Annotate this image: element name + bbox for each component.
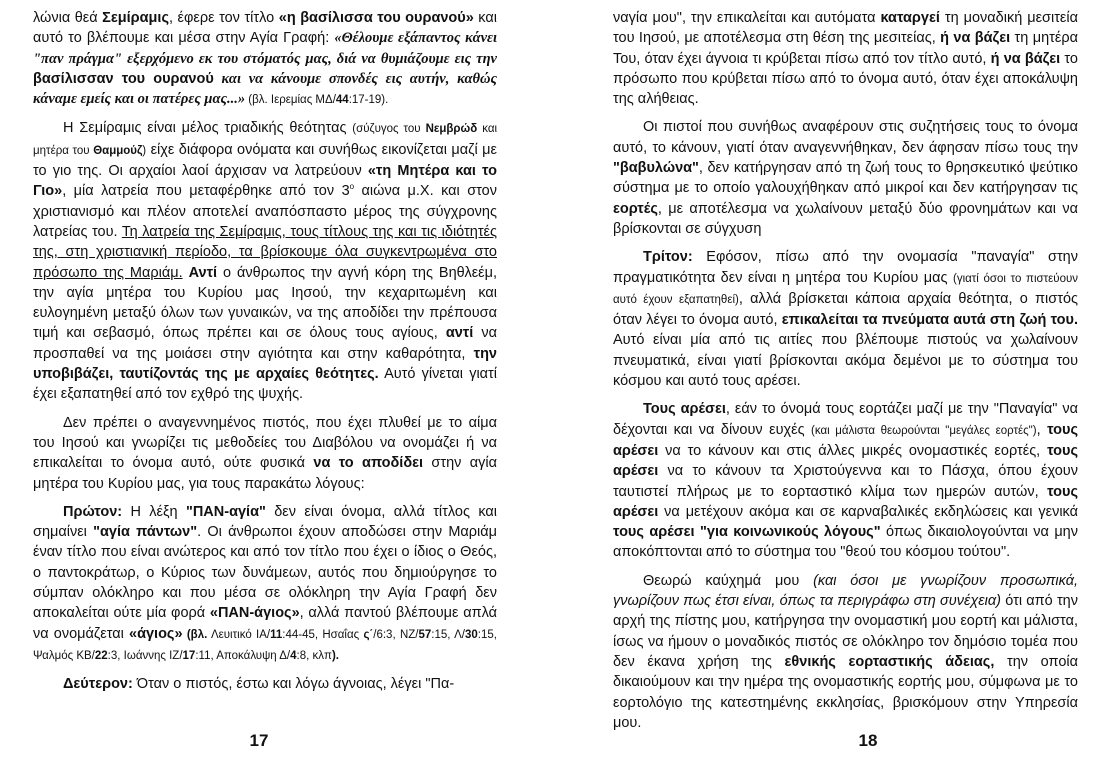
underlined-statement: Τη λατρεία της Σεμίραμις, τους τίτλους της και τις ιδιότητές της, στη χριστιανική περίοδο, τα βρίσκουμε όλα συγκεντρωμένα στο πρόσωπο της Μαριάμ. <box>33 223 497 281</box>
paragraph-they-like: Τους αρέσει, εάν το όνομά τους εορτάζει μαζί με την "Παναγία" να δέχονται και να δίνουν ευχές (και μάλιστα θεωρούνται "μεγάλες εορτές"), τους αρέσει να το κάνουν και στις άλλες μικρές ονομαστικές εορτές, τους αρέσει να το κάνουν τα Χριστούγεννα και το Πάσχα, όπου έχουν ταυτιστεί πλήρως με το εορταστικό κλίμα των ημερών αυτών, τους αρέσει να μετέχουν ακόμα και σε καρναβαλικές εκδηλώσεις και γενικά τους αρέσει "για κοινωνικούς λόγους" όπως δικαιολογούνται να μην αποκόπτονται από το σύστημα του "θεού του κόσμου τούτου". <box>613 401 1079 561</box>
page-number: 18 <box>858 731 878 750</box>
paragraph-babylon: Οι πιστοί που συνήθως αναφέρουν στις συζητήσεις τους το όνομα αυτό, το κάνουν, γιατί όταν αναγεννήθηκαν, δεν άφησαν πίσω τους την "βαβυλώνα", δεν κατήργησαν από τη ζωή τους το θρησκευτικό ψεύτικο σύστημα με το οποίο γαλουχήθηκαν από μικροί και δεν κατήργησαν τις εορτές, με αποτέλεσμα να χωλαίνουν μεταξύ δύο φρονημάτων και να βρίσκονται σε σύγχυση <box>613 119 1078 237</box>
paragraph-personal-testimony: Θεωρώ καύχημά μου (και όσοι με γνωρίζουν προσωπικά, γνωρίζουν πως έτσι είναι, όπως τα περιγράφω στη συνέχεια) ότι από την αρχή της πίστης μου, κατήργησα την ονομαστική μου εορτή και μάλιστα, ίσως να ήμουν ο μοναδικός πιστός σε ολόκληρο τον δημόσιο τομέα που δεν έκανα χρήση της εθνικής εορταστικής άδειας, την οποία δικαιούμουν και την ημέρα της ονομαστικής εορτής μου, σύμφωνα με το εορτολόγιο της κατεστημένης εκκλησίας, βρισκόμουν στην Υπηρεσία μου. <box>613 572 1078 731</box>
paragraph-third-reason: Τρίτον: Εφόσον, πίσω από την ονομασία "παναγία" στην πραγματικότητα δεν είναι η μητέρα του Κυρίου μας (γιατί όσοι το πιστεύουν αυτό έχουν εξαπατηθεί), αλλά βρίσκεται κάποια αρχαία θεότητα, ο πιστός όταν λέγει το όνομα αυτό, επικαλείται τα πνεύματα αυτά στη ζωή του. Αυτό είναι μία από τις αιτίες που βλέπουμε πιστούς να χωλαίνουν πνευματικά, είναι γιατί βρίσκονται ακόμα δεμένοι με το σύστημα του κόσμου και αυτό τους αρέσει. <box>613 249 1079 390</box>
text-column-left <box>33 8 497 703</box>
second-label: Δεύτερον: <box>63 676 133 693</box>
text-column-right <box>613 8 1078 741</box>
first-label: Πρώτον: <box>63 503 123 520</box>
page-right <box>550 0 1100 757</box>
page-number: 17 <box>249 731 269 750</box>
paragraph-semiramis-title: λώνια θεά Σεμίραμις, έφερε τον τίτλο «η βασίλισσα του ουρανού» και αυτό το βλέπουμε και μέσα στην Αγία Γραφή: «Θέλουμε εξάπαντος κάνει "παν πράγμα" εξερχόμενο εκ του στόματός μας, διά να θυμιάζουμε εις την βασίλισσαν του ουρανού και να κάνουμε σπονδές εις αυτήν, καθώς κάναμε εμείς και οι πατέρες μας...» (βλ. Ιερεμίας ΜΔ/44:17-19). <box>33 10 498 108</box>
scripture-quote: «Θέλουμε εξάπαντος κάνει "παν πράγμα" εξερχόμενο εκ του στόματός μας, διά να θυμιάζουμε εις την βασίλισσαν του ουρανού και να κάνουμε σπονδές εις αυτήν, καθώς κάναμε εμείς και οι πατέρες μας...» <box>33 30 498 108</box>
third-label: Τρίτον: <box>643 249 693 266</box>
paragraph-trinity: Η Σεμίραμις είναι μέλος τριαδικής θεότητας (σύζυγος του Νεμβρώδ και μητέρα του Θαμμούζ) είχε διάφορα ονόματα και συνήθως εικονίζεται μαζί με το γιο της. Οι αρχαίοι λαοί άρχισαν να λατρεύουν «τη Μητέρα και το Γιο», μία λατρεία που μεταφέρθηκε από τον $3^o$ αιώνα μ.Χ. και στον χριστιανισμό και πλέον αποτελεί αναπόσπαστο μέρος της σύγχρονης λατρείας του. Τη λατρεία της Σεμίραμις, τους τίτλους της και τις ιδιότητές της, στη χριστιανική περίοδο, τα βρίσκουμε όλα συγκεντρωμένα στο πρόσωπο της Μαριάμ. Αντί ο άνθρωπος την αγνή κόρη της Βηθλεέμ, την αγία μητέρα του Κυρίου μας Ιησού, την κεχαριτωμένη και ευλογημένη μεταξύ όλων των γυναικών, να της αποδίδει την πρέπουσα τιμή και σεβασμό, όπως πρέπει και σε όλους τους αγίους, αντί να προσπαθεί να της μοιάσει στην αγιότητα και στην καθαρότητα, την υποβιβάζει, ταυτίζοντάς της με αρχαίες θεότητες. Αυτό γίνεται γιατί έχει εξαπατηθεί από τον εχθρό της ψυχής. <box>33 120 498 403</box>
paragraph-second-reason: Δεύτερον: Όταν ο πιστός, έστω και λόγω άγνοιας, λέγει "Πα- <box>63 676 455 693</box>
paragraph-reasons-intro: Δεν πρέπει ο αναγεννημένος πιστός, που έχει πλυθεί με το αίμα του Ιησού και γνωρίζει τις μεθοδείες του Διαβόλου να ονομάζει ή να επικαλείται το όνομα αυτό, ούτε φυσικά να το αποδίδει στην αγία μητέρα του Κυρίου μας, για τους παρακάτω λόγους: <box>33 414 497 492</box>
paragraph-first-reason: Πρώτον: Η λέξη "ΠΑΝ-αγία" δεν είναι όνομα, αλλά τίτλος και σημαίνει "αγία πάντων". Οι άνθρωποι έχουν αποδώσει στην Μαριάμ έναν τίτλο που είναι ανώτερος και από τον τίτλο που έχει ο ίδιος ο Θεός, ο παντοκράτωρ, ο Κύριος των δυνάμεων, αυτός που δημιούργησε το σύμπαν ολόκληρο και που μέσα σε ολόκληρη την Αγία Γραφή δεν αποκαλείται ούτε μία φορά «ΠΑΝ-άγιος», αλλά παντού βλέπουμε απλά να ονομάζεται «άγιος» (βλ. Λευιτικό ΙΑ/11:44-45, Ησαΐας ς΄/6:3, ΝΖ/57:15, Λ/30:15, Ψαλμός ΚΒ/22:3, Ιωάννης ΙΖ/17:11, Αποκάλυψη Δ/4:8, κλπ). <box>33 503 498 662</box>
paragraph-mediation: ναγία μου", την επικαλείται και αυτόματα καταργεί τη μοναδική μεσιτεία του Ιησού, με αποτέλεσμα στη θέση της μεσιτείας, ή να βάζει τη μητέρα Του, όταν έχει άγνοια τι κρύβεται πίσω από τον τίτλο αυτό, ή να βάζει το πρόσωπο που κρύβεται πίσω από το όνομα αυτό, όταν έχει αποκάλυψη της αλήθειας. <box>613 10 1078 108</box>
